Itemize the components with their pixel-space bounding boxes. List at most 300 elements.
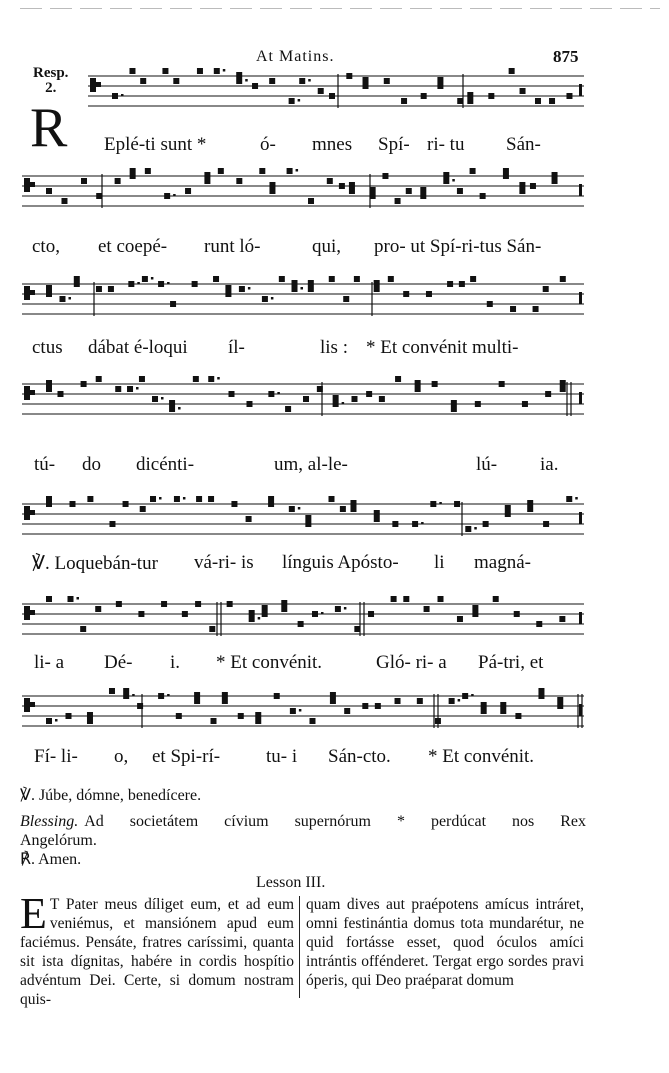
custos — [579, 512, 582, 524]
neume-dot — [151, 277, 154, 280]
neume-note — [204, 178, 210, 184]
neume-dot — [575, 497, 578, 500]
neume-note — [213, 276, 219, 282]
neume-dot — [474, 527, 477, 530]
neume-note — [138, 611, 144, 617]
lyric-syllable: Gló- ri- a — [376, 652, 447, 673]
lyric-syllable: Sán-cto. — [328, 746, 391, 767]
neume-note — [279, 276, 285, 282]
neume-note — [420, 187, 426, 193]
neume-note — [350, 500, 356, 506]
neume-note — [81, 178, 87, 184]
lesson-column-right: quam dives aut praépotens amícus intráret, omni festinántia domus tota mundarétur, ne quid fortásse esset, quod óculos amíci intrántis offénderet. Tergat ergo sordes pravi óperis, qui Deo praéparat domum — [306, 896, 584, 989]
top-rule — [20, 8, 660, 9]
neume-note — [269, 188, 275, 194]
neume-note — [303, 396, 309, 402]
neume-note — [545, 391, 551, 397]
c-clef — [24, 698, 30, 712]
neume-note — [505, 505, 511, 511]
neume-note — [472, 605, 478, 611]
neume-dot — [308, 79, 311, 82]
neume-note — [74, 276, 80, 281]
neume-note — [246, 401, 252, 407]
response: ℟. Amen. — [20, 851, 82, 868]
lyric-syllable: magná- — [474, 552, 531, 573]
neume-note — [344, 708, 350, 714]
neume-note — [354, 276, 360, 282]
neume-note — [262, 605, 268, 611]
neume-note — [152, 396, 158, 402]
neume-dot — [223, 69, 226, 72]
neume-dot — [178, 407, 181, 410]
neume-note — [457, 98, 463, 104]
neume-dot — [137, 282, 140, 285]
neume-note — [329, 276, 335, 282]
neume-note — [329, 93, 335, 99]
neume-note — [174, 496, 180, 502]
lyric-syllable: o, — [114, 746, 129, 767]
neume-note — [289, 98, 295, 104]
neume-dot — [299, 709, 302, 712]
neume-note — [140, 506, 146, 512]
neume-note — [503, 168, 509, 173]
neume-note — [308, 286, 314, 292]
neume-note — [249, 610, 255, 616]
neume-note — [438, 596, 444, 602]
neume-note — [457, 188, 463, 194]
neume-note — [475, 401, 481, 407]
lyric-syllable: tú- — [34, 454, 56, 475]
neume-note — [335, 606, 341, 612]
neume-note — [527, 500, 533, 506]
neume-note — [503, 173, 509, 179]
neume-note — [185, 188, 191, 194]
neume-dot — [132, 694, 135, 697]
neume-note — [46, 285, 52, 291]
blessing-label: Blessing. — [20, 813, 79, 830]
neume-note — [417, 698, 423, 704]
neume-note — [374, 510, 380, 516]
neume-note — [465, 526, 471, 532]
lyric-syllable: lis : — [320, 337, 348, 358]
neume-note — [374, 286, 380, 292]
neume-note — [123, 688, 129, 693]
neume-dot — [344, 607, 347, 610]
neume-note — [343, 296, 349, 302]
neume-note — [454, 501, 460, 507]
neume-note — [292, 286, 298, 292]
neume-note — [268, 391, 274, 397]
neume-note — [375, 703, 381, 709]
neume-dot — [183, 497, 186, 500]
c-clef — [96, 82, 101, 87]
lyric-syllable: tu- i — [266, 746, 298, 767]
neume-note — [457, 616, 463, 622]
neume-note — [61, 198, 67, 204]
neume-note — [46, 291, 52, 297]
neume-note — [123, 501, 129, 507]
neume-note — [305, 521, 311, 527]
lyric-syllable: * Et convénit multi- — [366, 337, 519, 358]
neume-note — [488, 93, 494, 99]
music-staff — [22, 596, 584, 656]
neume-note — [406, 188, 412, 194]
lyric-syllable: et coepé- — [98, 236, 168, 257]
neume-note — [493, 596, 499, 602]
lyric-syllable: cto, — [32, 236, 60, 257]
neume-note — [515, 713, 521, 719]
neume-note — [46, 718, 52, 724]
neume-note — [208, 376, 214, 382]
neume-note — [116, 601, 122, 607]
c-clef — [24, 286, 30, 300]
neume-note — [351, 396, 357, 402]
neume-note — [145, 168, 151, 174]
neume-note — [209, 626, 215, 632]
neume-note — [470, 276, 476, 282]
c-clef — [24, 606, 30, 620]
lyric-line — [20, 552, 586, 576]
neume-dot — [277, 392, 280, 395]
neume-note — [312, 611, 318, 617]
neume-note — [437, 83, 443, 89]
neume-note — [158, 693, 164, 699]
neume-note — [470, 168, 476, 174]
neume-note — [451, 406, 457, 412]
neume-note — [169, 400, 175, 406]
lyric-syllable: dicénti- — [136, 454, 195, 475]
neume-note — [499, 381, 505, 387]
lyric-syllable: um, al-le- — [274, 454, 348, 475]
neume-note — [374, 516, 380, 522]
neume-note — [169, 406, 175, 412]
neume-note — [443, 178, 449, 184]
music-staff — [22, 376, 584, 436]
neume-note — [182, 611, 188, 617]
column-divider — [299, 896, 300, 998]
neume-note — [268, 496, 274, 501]
neume-note — [194, 698, 200, 704]
neume-note — [481, 708, 487, 714]
custos — [579, 84, 582, 96]
running-title: At Matins. — [256, 48, 335, 65]
blessing-text-b: Angelórum. — [20, 832, 97, 849]
neume-note — [231, 501, 237, 507]
neume-note — [96, 376, 102, 382]
neume-note — [115, 386, 121, 392]
c-clef — [30, 610, 35, 615]
neume-note — [560, 386, 566, 392]
neume-note — [349, 182, 355, 188]
neume-dot — [173, 194, 176, 197]
neume-note — [236, 72, 242, 78]
lyric-syllable: dábat é-loqui — [88, 337, 188, 358]
neume-note — [109, 521, 115, 527]
lyric-syllable: línguis Apósto- — [282, 552, 399, 573]
neume-dot — [439, 502, 442, 505]
neume-note — [139, 376, 145, 382]
neume-dot — [167, 694, 170, 697]
lyric-syllable: Eplé-ti sunt * — [104, 134, 207, 155]
neume-note — [472, 611, 478, 617]
neume-note — [487, 301, 493, 307]
neume-note — [109, 688, 115, 694]
neume-note — [318, 88, 324, 94]
versicle: ℣. Júbe, dómne, benedícere. — [20, 787, 202, 804]
neume-note — [467, 98, 473, 104]
neume-note — [443, 172, 449, 178]
neume-note — [522, 401, 528, 407]
lyric-syllable: Sán- — [506, 134, 541, 155]
neume-note — [150, 496, 156, 502]
neume-note — [309, 718, 315, 724]
neume-note — [285, 406, 291, 412]
neume-note — [96, 286, 102, 292]
neume-note — [74, 281, 80, 287]
neume-note — [449, 698, 455, 704]
neume-note — [350, 506, 356, 512]
neume-note — [328, 496, 334, 502]
responsory-label-1: Resp. — [33, 65, 69, 81]
neume-note — [162, 68, 168, 74]
neume-note — [195, 601, 201, 607]
neume-note — [46, 188, 52, 194]
neume-note — [426, 291, 432, 297]
neume-note — [560, 276, 566, 282]
neume-note — [252, 83, 258, 89]
neume-note — [333, 395, 339, 401]
neume-note — [538, 693, 544, 699]
lyric-syllable: íl- — [228, 337, 245, 358]
neume-dot — [217, 377, 220, 380]
neume-note — [340, 506, 346, 512]
neume-note — [292, 280, 298, 286]
neume-note — [170, 301, 176, 307]
neume-note — [262, 296, 268, 302]
lyric-syllable: ℣. Loquebán-tur — [32, 553, 158, 574]
neume-note — [388, 276, 394, 282]
neume-note — [308, 280, 314, 286]
neume-note — [566, 93, 572, 99]
neume-note — [421, 93, 427, 99]
neume-note — [289, 506, 295, 512]
neume-note — [208, 496, 214, 502]
neume-note — [115, 178, 121, 184]
neume-note — [255, 718, 261, 724]
neume-note — [543, 521, 549, 527]
neume-note — [552, 178, 558, 184]
neume-note — [164, 193, 170, 199]
neume-dot — [421, 522, 424, 525]
neume-note — [46, 496, 52, 501]
custos — [579, 392, 582, 404]
neume-note — [225, 291, 231, 297]
neume-note — [46, 380, 52, 386]
lyric-line — [20, 236, 586, 260]
neume-note — [566, 496, 572, 502]
neume-note — [211, 718, 217, 724]
neume-note — [176, 713, 182, 719]
neume-note — [379, 396, 385, 402]
neume-note — [246, 516, 252, 522]
neume-note — [363, 77, 369, 83]
custos — [579, 292, 582, 304]
neume-note — [363, 83, 369, 89]
custos — [579, 612, 582, 624]
lyric-syllable: do — [82, 454, 101, 475]
c-clef — [30, 390, 35, 395]
neume-note — [268, 501, 274, 507]
c-clef — [24, 386, 30, 400]
neume-note — [140, 78, 146, 84]
lyric-syllable: * Et convénit. — [428, 746, 535, 767]
neume-dot — [161, 397, 164, 400]
neume-note — [239, 286, 245, 292]
neume-note — [96, 193, 102, 199]
lyric-line — [20, 454, 586, 478]
neume-note — [204, 172, 210, 178]
neume-note — [366, 391, 372, 397]
neume-note — [69, 501, 75, 507]
neume-dot — [55, 719, 58, 722]
neume-note — [161, 601, 167, 607]
neume-note — [218, 168, 224, 174]
neume-note — [59, 296, 65, 302]
music-staff — [22, 496, 584, 556]
neume-note — [46, 386, 52, 392]
neume-dot — [471, 694, 474, 697]
blessing — [20, 812, 586, 850]
neume-note — [424, 606, 430, 612]
lyric-syllable: Spí- — [378, 134, 410, 155]
neume-note — [535, 98, 541, 104]
neume-note — [330, 698, 336, 704]
neume-note — [346, 73, 352, 79]
neume-note — [130, 168, 136, 173]
neume-dot — [68, 297, 71, 300]
neume-dot — [76, 597, 79, 600]
neume-note — [225, 285, 231, 291]
neume-note — [368, 611, 374, 617]
c-clef — [30, 182, 35, 187]
neume-note — [274, 693, 280, 699]
neume-note — [500, 702, 506, 708]
lesson-title: Lesson III. — [256, 874, 326, 891]
neume-dot — [258, 617, 261, 620]
lyric-syllable: * Et convénit. — [216, 652, 323, 673]
neume-note — [229, 391, 235, 397]
neume-note — [459, 281, 465, 287]
neume-note — [196, 496, 202, 502]
neume-note — [339, 183, 345, 189]
neume-note — [158, 281, 164, 287]
lesson-text-left: T Pater meus díliget eum, et ad eum veniémus, et mansiónem apud eum faciémus. Pensáte, fratres caríssimi, quanta sit ista dígnitas, habére in cordis hospítio advéntum Dei. Certe, si domum nostram quis- — [20, 896, 294, 1008]
neume-dot — [321, 612, 324, 615]
neume-note — [392, 521, 398, 527]
lyric-syllable: mnes — [312, 134, 353, 155]
neume-note — [46, 501, 52, 507]
blessing-text-a: Ad societátem cívium supernórum * perdúcat nos Rex — [84, 813, 586, 830]
c-clef — [90, 78, 96, 92]
neume-note — [432, 381, 438, 387]
neume-note — [430, 501, 436, 507]
neume-note — [262, 611, 268, 617]
neume-note — [481, 702, 487, 708]
neume-note — [127, 386, 133, 392]
c-clef — [24, 178, 30, 192]
neume-note — [412, 521, 418, 527]
neume-note — [391, 596, 397, 602]
neume-note — [382, 173, 388, 179]
neume-dot — [298, 507, 301, 510]
neume-note — [308, 198, 314, 204]
blessing-line-1 — [20, 812, 586, 831]
neume-note — [384, 78, 390, 84]
neume-note — [46, 596, 52, 602]
neume-note — [510, 306, 516, 312]
lyric-syllable: Pá-tri, et — [478, 652, 544, 673]
lyric-syllable: Fí- li- — [34, 746, 78, 767]
neume-dot — [298, 99, 301, 102]
neume-note — [197, 68, 203, 74]
neume-note — [173, 78, 179, 84]
lyric-syllable: pro- ut Spí-ri-tus Sán- — [374, 236, 542, 257]
neume-note — [123, 693, 129, 699]
neume-note — [249, 616, 255, 622]
neume-note — [269, 78, 275, 84]
responsory-label — [33, 66, 68, 96]
neume-dot — [301, 287, 304, 290]
neume-note — [290, 708, 296, 714]
neume-note — [500, 708, 506, 714]
c-clef — [30, 290, 35, 295]
neume-note — [467, 92, 473, 98]
custos — [579, 184, 582, 196]
lyric-line — [20, 746, 586, 770]
lyric-line — [20, 134, 586, 158]
lyric-syllable: ctus — [32, 337, 63, 358]
neume-note — [505, 511, 511, 517]
neume-note — [222, 698, 228, 704]
neume-note — [415, 386, 421, 392]
music-staff — [22, 276, 584, 336]
neume-note — [560, 380, 566, 386]
neume-note — [395, 376, 401, 382]
neume-note — [305, 515, 311, 521]
neume-note — [447, 281, 453, 287]
neume-note — [520, 88, 526, 94]
neume-note — [281, 606, 287, 612]
neume-note — [420, 193, 426, 199]
neume-note — [129, 68, 135, 74]
custos — [579, 704, 582, 716]
lyric-syllable: ri- tu — [427, 134, 465, 155]
neume-note — [269, 182, 275, 188]
neume-dot — [136, 387, 139, 390]
responsory-initial: R — [30, 97, 68, 159]
neume-dot — [121, 94, 124, 97]
neume-note — [451, 400, 457, 406]
neume-note — [81, 381, 87, 387]
neume-note — [543, 286, 549, 292]
lyric-syllable: vá-ri- is — [194, 552, 254, 573]
neume-note — [462, 693, 468, 699]
neume-note — [192, 281, 198, 287]
lyric-syllable: ia. — [540, 454, 559, 475]
neume-note — [281, 600, 287, 606]
neume-note — [80, 626, 86, 632]
neume-dot — [167, 282, 170, 285]
